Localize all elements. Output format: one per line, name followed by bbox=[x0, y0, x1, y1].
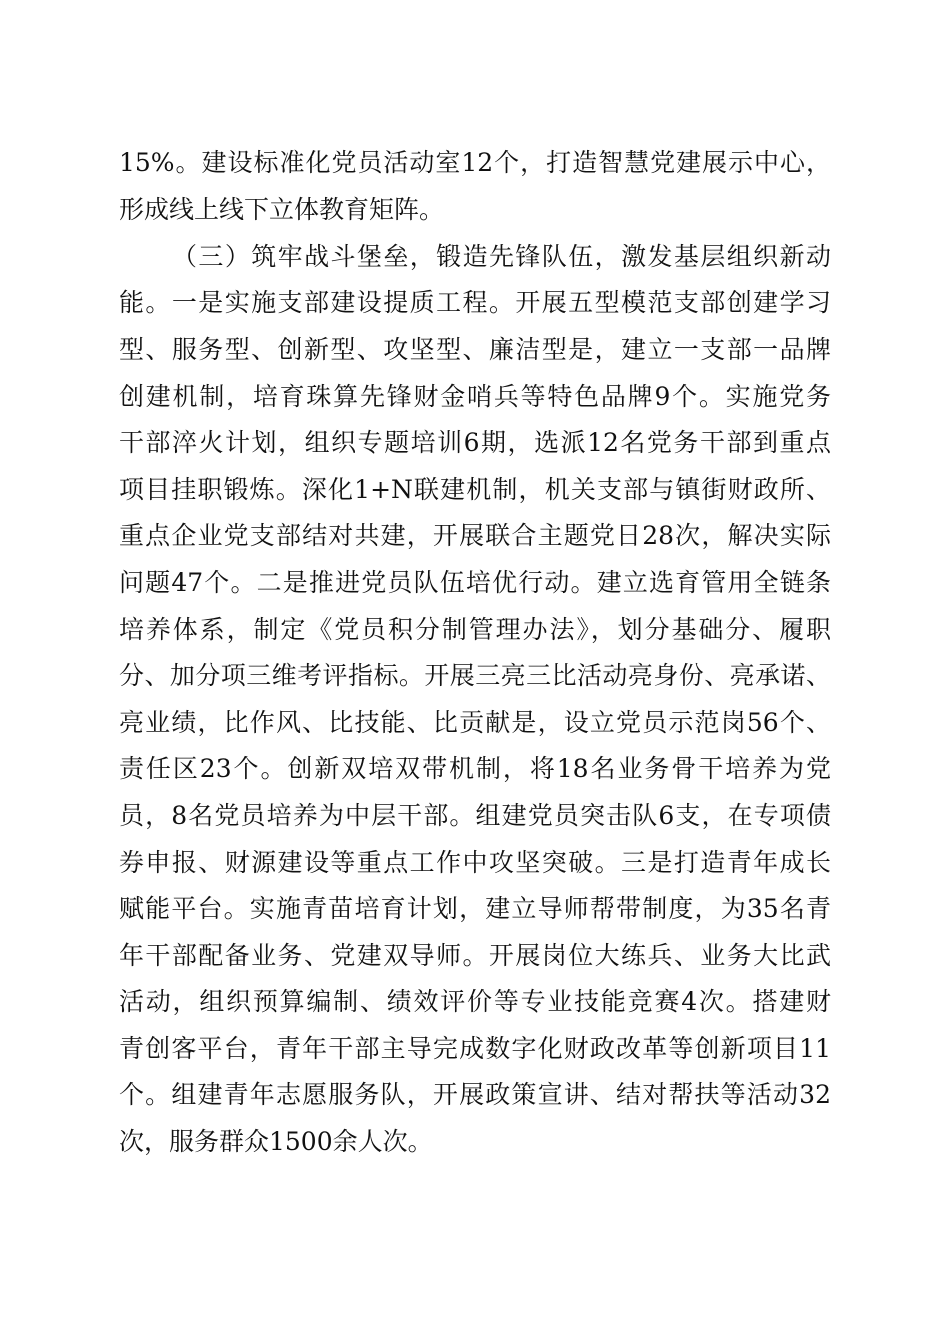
body-text-line: 责任区23个。创新双培双带机制，将18名业务骨干培养为党 bbox=[119, 754, 831, 783]
body-text-line: 个。组建青年志愿服务队，开展政策宣讲、结对帮扶等活动32 bbox=[119, 1080, 831, 1109]
body-text-line: 重点企业党支部结对共建，开展联合主题党日28次，解决实际 bbox=[119, 521, 831, 550]
body-text-line: 分、加分项三维考评指标。开展三亮三比活动亮身份、亮承诺、 bbox=[119, 661, 831, 690]
body-text-line: 员，8名党员培养为中层干部。组建党员突击队6支，在专项债 bbox=[119, 801, 831, 830]
body-text-line: 创建机制，培育珠算先锋财金哨兵等特色品牌9个。实施党务 bbox=[119, 382, 831, 411]
body-text-line: 15%。建设标准化党员活动室12个，打造智慧党建展示中心， bbox=[119, 148, 831, 177]
body-text-line: 项目挂职锻炼。深化1+N联建机制，机关支部与镇街财政所、 bbox=[119, 475, 831, 504]
body-text-line: 能。一是实施支部建设提质工程。开展五型模范支部创建学习 bbox=[119, 288, 831, 317]
body-text-line: 型、服务型、创新型、攻坚型、廉洁型是，建立一支部一品牌 bbox=[119, 335, 831, 364]
section-heading-line: （三）筑牢战斗堡垒，锻造先锋队伍，激发基层组织新动 bbox=[172, 242, 831, 271]
body-text-line: 券申报、财源建设等重点工作中攻坚突破。三是打造青年成长 bbox=[119, 848, 831, 877]
body-text-line: 问题47个。二是推进党员队伍培优行动。建立选育管用全链条 bbox=[119, 568, 831, 597]
body-text-line: 形成线上线下立体教育矩阵。 bbox=[119, 195, 445, 224]
body-text-line: 活动，组织预算编制、绩效评价等专业技能竞赛4次。搭建财 bbox=[119, 987, 831, 1016]
body-text-line: 青创客平台，青年干部主导完成数字化财政改革等创新项目11 bbox=[119, 1034, 831, 1063]
body-text-line: 培养体系，制定《党员积分制管理办法》，划分基础分、履职 bbox=[119, 615, 831, 644]
body-text-line: 次，服务群众1500余人次。 bbox=[119, 1127, 433, 1156]
body-text-line: 赋能平台。实施青苗培育计划，建立导师帮带制度，为35名青 bbox=[119, 894, 831, 923]
body-text-line: 亮业绩，比作风、比技能、比贡献是，设立党员示范岗56个、 bbox=[119, 708, 831, 737]
body-text-line: 干部淬火计划，组织专题培训6期，选派12名党务干部到重点 bbox=[119, 428, 831, 457]
body-text-line: 年干部配备业务、党建双导师。开展岗位大练兵、业务大比武 bbox=[119, 941, 831, 970]
